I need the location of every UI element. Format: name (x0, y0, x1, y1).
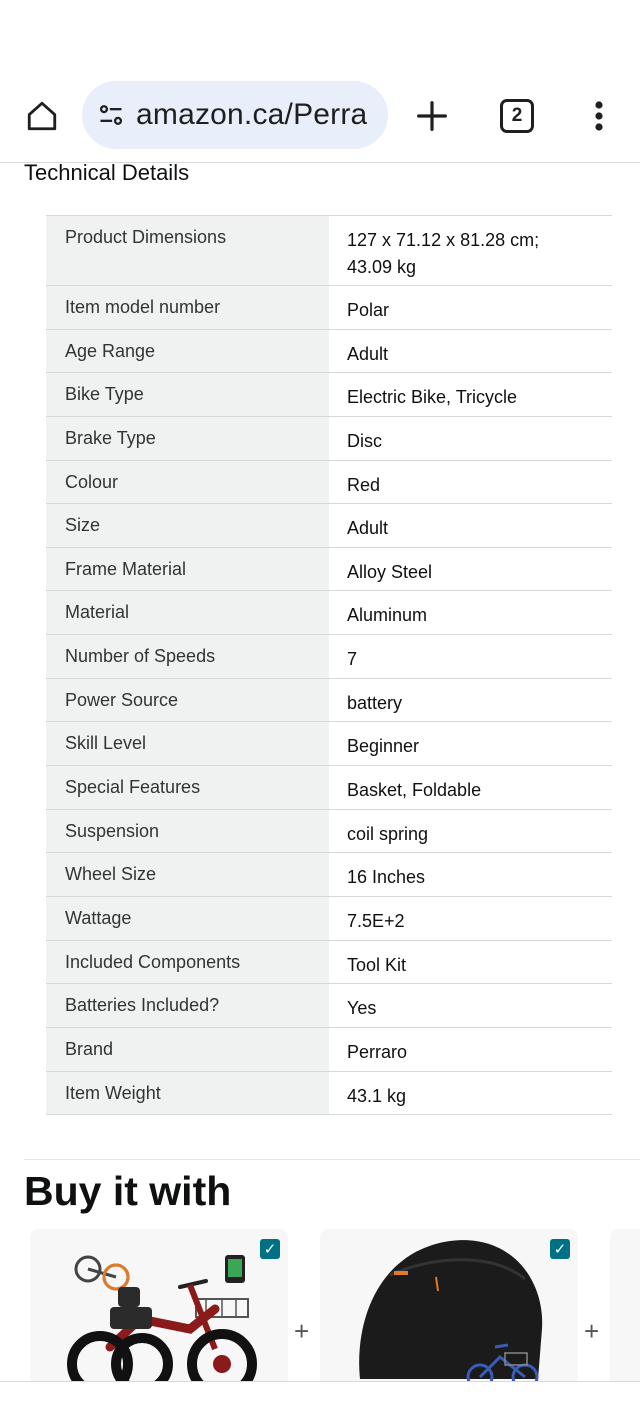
spec-value: 7 (347, 649, 358, 670)
plus-icon (416, 100, 448, 132)
spec-key: Number of Speeds (46, 635, 329, 678)
spec-key: Suspension (46, 810, 329, 853)
spec-value: 16 Inches (347, 867, 426, 888)
spec-value: Tool Kit (347, 954, 407, 975)
spec-row (46, 216, 612, 286)
red-electric-tricycle-image (30, 1229, 288, 1389)
spec-value: Disc (347, 430, 382, 451)
spec-key: Item Weight (46, 1072, 329, 1115)
spec-value: 127 x 71.12 x 81.28 cm; 43.09 kg (347, 230, 540, 277)
spec-row (46, 373, 612, 417)
spec-key: Colour (46, 461, 329, 504)
address-bar[interactable] (82, 81, 388, 149)
spec-value: 7.5E+2 (347, 910, 405, 931)
spec-value: Polar (347, 300, 390, 320)
spec-value: Basket, Foldable (347, 780, 482, 801)
spec-row (46, 853, 612, 897)
spec-row (46, 897, 612, 941)
product-card[interactable] (30, 1229, 288, 1389)
spec-row (46, 330, 612, 374)
spec-row (46, 548, 612, 592)
spec-value: Aluminum (347, 605, 428, 626)
spec-key: Special Features (46, 766, 329, 809)
spec-value: Adult (347, 343, 389, 364)
spec-row (46, 1072, 612, 1116)
product-card[interactable] (320, 1229, 578, 1389)
spec-value: Red (347, 474, 381, 495)
technical-details-heading: Technical Details (24, 160, 190, 185)
browser-toolbar (0, 0, 640, 163)
spec-key: Frame Material (46, 548, 329, 591)
spec-key: Brake Type (46, 417, 329, 460)
home-icon (25, 99, 59, 133)
spec-row (46, 504, 612, 548)
spec-row (46, 417, 612, 461)
technical-details-table (46, 215, 612, 1115)
spec-key: Wheel Size (46, 853, 329, 896)
spec-row (46, 679, 612, 723)
spec-row (46, 984, 612, 1028)
spec-row (46, 810, 612, 854)
spec-key: Product Dimensions (46, 216, 329, 285)
spec-key: Material (46, 591, 329, 634)
site-settings-icon[interactable] (96, 100, 126, 130)
tab-count: 2 (511, 105, 523, 126)
product-card-partial[interactable] (610, 1229, 640, 1389)
spec-key: Brand (46, 1028, 329, 1071)
buy-it-with-heading: Buy it with (24, 1168, 232, 1214)
spec-row (46, 635, 612, 679)
overflow-menu-button[interactable] (582, 94, 616, 138)
spec-value: coil spring (347, 823, 429, 844)
spec-key: Skill Level (46, 722, 329, 765)
select-checkbox[interactable]: ✓ (260, 1239, 280, 1259)
section-divider (24, 1159, 640, 1160)
plus-separator: + (584, 1316, 600, 1346)
spec-key: Bike Type (46, 373, 329, 416)
spec-row (46, 1028, 612, 1072)
spec-value: Perraro (347, 1041, 408, 1062)
spec-row (46, 591, 612, 635)
spec-row (46, 461, 612, 505)
black-bike-cover-image (320, 1229, 578, 1389)
spec-key: Age Range (46, 330, 329, 373)
spec-value: Electric Bike, Tricycle (347, 387, 518, 408)
spec-value: 43.1 kg (347, 1085, 407, 1106)
spec-key: Batteries Included? (46, 984, 329, 1027)
spec-key: Power Source (46, 679, 329, 722)
spec-key: Included Components (46, 941, 329, 984)
spec-row (46, 286, 612, 330)
spec-value: Alloy Steel (347, 561, 433, 582)
spec-row (46, 941, 612, 985)
bottom-edge (0, 1381, 640, 1422)
select-checkbox[interactable]: ✓ (550, 1239, 570, 1259)
spec-value: Yes (347, 998, 377, 1019)
more-vertical-icon (594, 100, 604, 132)
url-text: amazon.ca/Perra (136, 98, 368, 131)
spec-row (46, 722, 612, 766)
tab-switcher-button[interactable] (500, 99, 534, 133)
spec-value: Adult (347, 518, 389, 539)
spec-value: battery (347, 692, 403, 713)
home-button[interactable] (20, 94, 64, 138)
plus-separator: + (294, 1316, 310, 1346)
spec-key: Item model number (46, 286, 329, 329)
spec-row (46, 766, 612, 810)
spec-key: Wattage (46, 897, 329, 940)
spec-key: Size (46, 504, 329, 547)
spec-value: Beginner (347, 736, 420, 757)
new-tab-button[interactable] (410, 94, 454, 138)
